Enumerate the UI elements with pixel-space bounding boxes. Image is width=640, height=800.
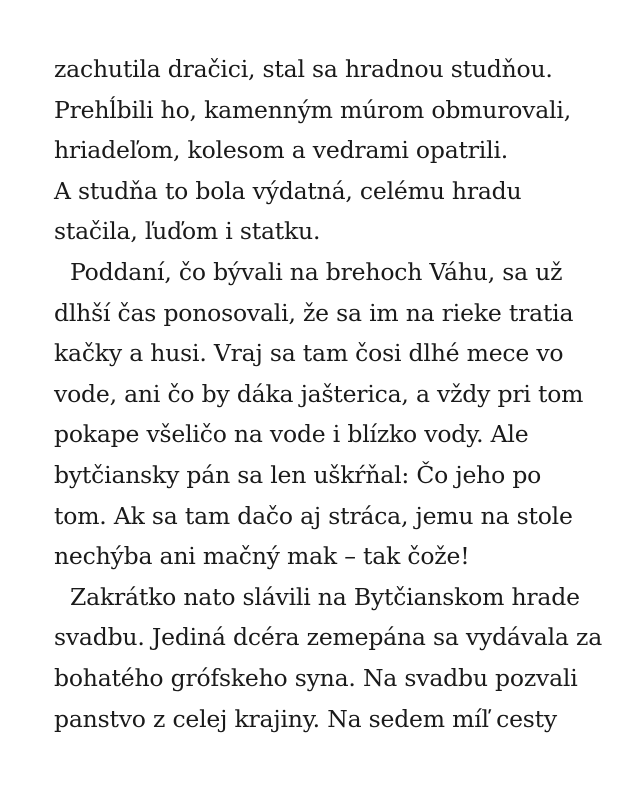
text-line: zachutila dračici, stal sa hradnou studňou.: [54, 55, 553, 83]
text-line: svadbu. Jediná dcéra zemepána sa vydávala za: [54, 623, 603, 652]
text-line: panstvo z celej krajiny. Na sedem míľ cesty: [54, 704, 557, 733]
text-line: Prehĺbili ho, kamenným múrom obmurovali,: [54, 95, 571, 124]
body-text: [54, 49, 614, 739]
text-line: vode, ani čo by dáka jašterica, a vždy pri tom: [54, 379, 584, 408]
text-line: nechýba ani mačný mak – tak čože!: [54, 542, 470, 571]
text-line: bohatého grófskeho syna. Na svadbu pozvali: [54, 663, 578, 692]
text-line: tom. Ak sa tam dačo aj stráca, jemu na stole: [54, 501, 573, 530]
text-line: dlhší čas ponosovali, že sa im na rieke tratia: [54, 298, 574, 327]
text-line: bytčiansky pán sa len uškŕňal: Čo jeho po: [54, 460, 542, 489]
paragraph-start-line: Poddaní, čo bývali na brehoch Váhu, sa už: [70, 257, 563, 286]
text-line: hriadeľom, kolesom a vedrami opatrili.: [54, 136, 509, 165]
text-line: A studňa to bola výdatná, celému hradu: [54, 176, 522, 205]
paragraph-start-line: Zakrátko nato slávili na Bytčianskom hrade: [70, 582, 580, 611]
text-line: stačila, ľuďom i statku.: [54, 217, 321, 246]
text-line: pokape všeličo na vode i blízko vody. Ale: [54, 420, 529, 449]
text-line: kačky a husi. Vraj sa tam čosi dlhé mece vo: [54, 339, 564, 368]
